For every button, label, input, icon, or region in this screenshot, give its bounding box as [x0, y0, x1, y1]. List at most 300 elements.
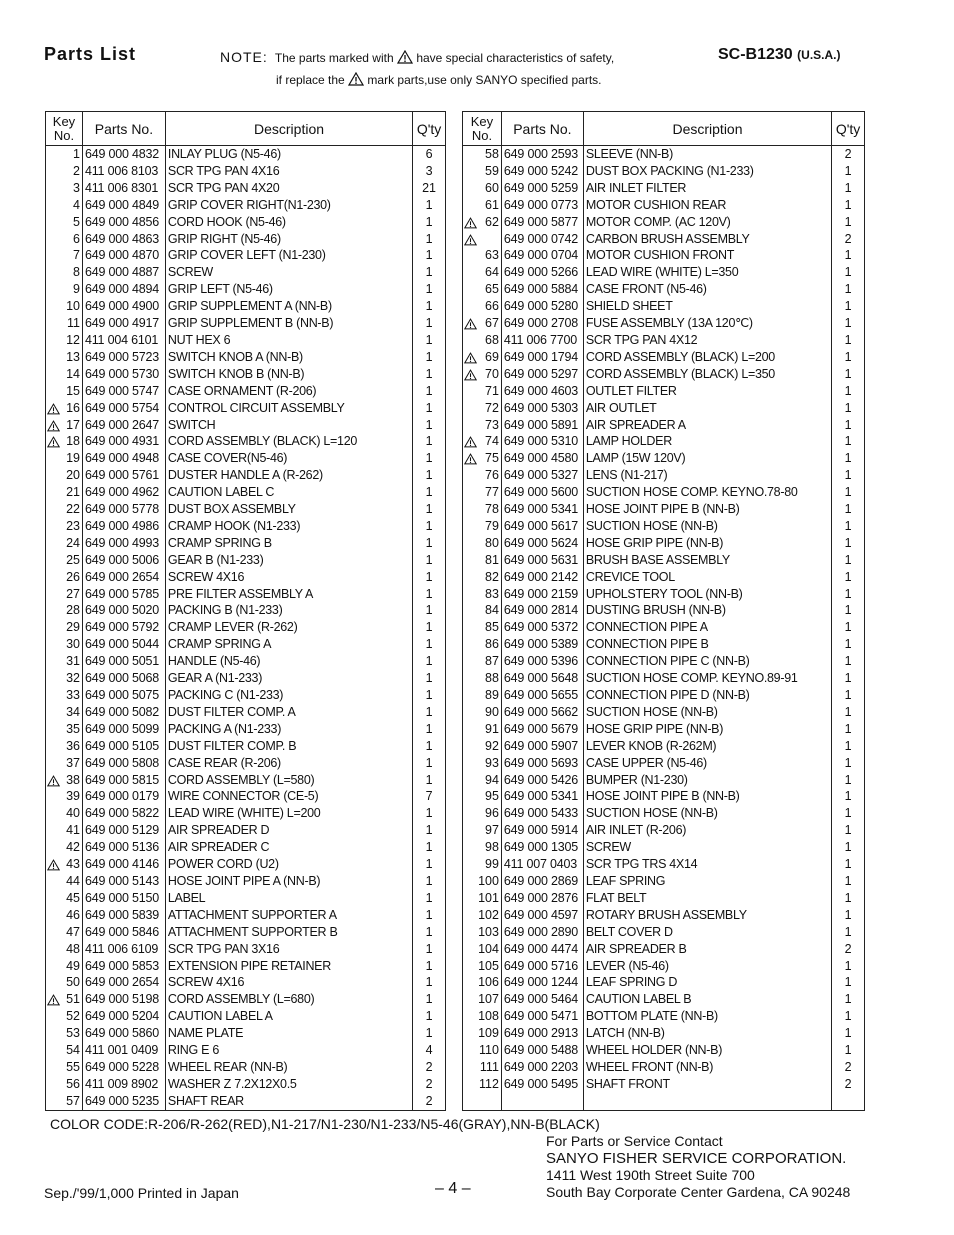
parts-number-cell [82, 400, 165, 417]
quantity-cell [832, 738, 865, 755]
table-row [46, 670, 446, 687]
quantity: 1 [425, 299, 433, 314]
key-number-cell [463, 501, 502, 518]
parts-number: 649 000 5075 [84, 688, 160, 702]
key-number: 35 [66, 721, 80, 736]
parts-number: 649 000 5631 [503, 552, 578, 567]
key-number-cell [463, 958, 502, 975]
table-row [463, 805, 865, 822]
quantity: 1 [425, 451, 433, 466]
key-number-cell [46, 417, 83, 434]
key-number: 53 [66, 1026, 80, 1041]
key-number: 109 [478, 1026, 499, 1041]
key-number: 9 [73, 282, 80, 297]
description: MOTOR CUSHION FRONT [585, 248, 735, 263]
column-header-qty: Q'ty [832, 112, 865, 146]
key-number-cell [46, 974, 83, 991]
description: SUCTION HOSE (NN-B) [585, 518, 718, 533]
description-cell [583, 1008, 831, 1025]
description: LENS (N1-217) [585, 468, 668, 483]
key-number-cell [463, 535, 502, 552]
parts-number: 649 000 2890 [503, 924, 578, 939]
parts-number-cell [82, 163, 165, 180]
quantity: 1 [425, 992, 433, 1007]
table-row [463, 991, 865, 1008]
description-cell [583, 535, 831, 552]
quantity-cell [413, 1025, 446, 1042]
contact-company: SANYO FISHER SERVICE CORPORATION. [546, 1150, 847, 1167]
description-cell [583, 332, 831, 349]
table-row [463, 417, 865, 434]
parts-number-cell [82, 247, 165, 264]
description-cell [583, 670, 831, 687]
parts-number: 649 000 5150 [84, 890, 160, 905]
quantity-cell [832, 180, 865, 197]
key-number: 94 [485, 772, 499, 787]
key-number-cell [463, 991, 502, 1008]
key-number-cell [46, 839, 83, 856]
key-number-cell [46, 484, 83, 501]
table-row [46, 366, 446, 383]
column-header-parts-no: Parts No. [501, 112, 583, 146]
quantity: 1 [844, 383, 852, 398]
description-cell [583, 772, 831, 789]
table-row [46, 552, 446, 569]
description: GRIP LEFT (N5-46) [167, 282, 273, 297]
key-number: 43 [66, 857, 80, 872]
quantity-cell [413, 738, 446, 755]
description-cell [165, 636, 412, 653]
table-row [463, 839, 865, 856]
quantity-cell [413, 856, 446, 873]
key-number-cell [463, 197, 502, 214]
description-cell [583, 349, 831, 366]
quantity: 1 [844, 400, 852, 415]
quantity: 1 [844, 958, 852, 973]
parts-number: 649 000 5891 [503, 417, 578, 432]
description: RING E 6 [167, 1043, 219, 1058]
table-row [46, 941, 446, 958]
parts-number: 649 000 5655 [503, 688, 578, 702]
key-number: 5 [73, 214, 80, 229]
key-number: 65 [485, 282, 499, 297]
quantity-cell [413, 974, 446, 991]
parts-number: 649 000 5792 [84, 620, 160, 635]
quantity-cell [832, 400, 865, 417]
table-row [463, 670, 865, 687]
parts-number-cell [501, 602, 583, 619]
quantity-cell [832, 315, 865, 332]
parts-number: 649 000 5198 [84, 992, 160, 1007]
table-row [463, 197, 865, 214]
parts-number: 649 000 5884 [503, 282, 578, 297]
key-number: 33 [66, 688, 80, 702]
quantity: 1 [844, 823, 852, 838]
parts-number: 411 006 8103 [84, 163, 159, 178]
parts-number-cell [501, 298, 583, 315]
table-row [463, 822, 865, 839]
description-cell [165, 755, 412, 772]
key-number-cell [46, 907, 83, 924]
key-number: 7 [73, 248, 80, 263]
description: CASE FRONT (N5-46) [585, 282, 707, 297]
quantity: 2 [425, 1059, 433, 1074]
parts-number-cell [82, 755, 165, 772]
description: NAME PLATE [167, 1026, 244, 1041]
key-number: 106 [478, 975, 499, 990]
quantity-cell [832, 822, 865, 839]
key-number: 70 [485, 366, 499, 381]
description-cell [165, 146, 412, 163]
description-cell [583, 400, 831, 417]
warning-triangle-icon [47, 434, 60, 451]
quantity-cell [832, 163, 865, 180]
table-row [46, 721, 446, 738]
description-cell [583, 586, 831, 603]
description-cell [583, 788, 831, 805]
quantity-cell [413, 602, 446, 619]
key-number-cell [46, 281, 83, 298]
description: ROTARY BRUSH ASSEMBLY [585, 907, 747, 922]
key-number: 63 [485, 248, 499, 263]
quantity: 1 [844, 857, 852, 872]
key-number: 56 [66, 1076, 80, 1091]
description-cell [583, 264, 831, 281]
parts-number: 649 000 5662 [503, 704, 578, 719]
key-number: 27 [66, 586, 80, 601]
description-cell [165, 941, 412, 958]
parts-number-cell [82, 907, 165, 924]
description: SCREW [167, 265, 213, 280]
description-cell [165, 839, 412, 856]
quantity: 1 [425, 586, 433, 601]
column-header-description: Description [583, 112, 831, 146]
key-number: 40 [66, 806, 80, 821]
description-cell [165, 552, 412, 569]
parts-number-cell [82, 569, 165, 586]
column-header-key: Key No. [46, 112, 83, 146]
key-number-cell [46, 822, 83, 839]
quantity-cell [832, 755, 865, 772]
quantity-cell [413, 247, 446, 264]
description: GRIP RIGHT (N5-46) [167, 231, 281, 246]
description-cell [165, 772, 412, 789]
quantity: 1 [425, 231, 433, 246]
parts-number-cell [501, 738, 583, 755]
key-number-cell [463, 146, 502, 163]
quantity-cell [832, 417, 865, 434]
quantity: 1 [425, 924, 433, 939]
description-cell [583, 197, 831, 214]
key-number: 1 [73, 147, 80, 161]
description: AIR INLET (R-206) [585, 823, 687, 838]
parts-number: 649 000 4993 [84, 535, 160, 550]
parts-number: 649 000 2593 [503, 147, 578, 161]
description-cell [165, 805, 412, 822]
parts-number: 411 006 7700 [503, 332, 578, 347]
table-row [463, 264, 865, 281]
key-number: 101 [478, 890, 499, 905]
parts-number: 649 000 5310 [503, 434, 578, 449]
quantity-cell [413, 755, 446, 772]
quantity-cell [832, 721, 865, 738]
table-row [463, 738, 865, 755]
description-cell [165, 467, 412, 484]
key-number-cell [463, 433, 502, 450]
table-row [463, 298, 865, 315]
description: CRAMP SPRING B [167, 535, 272, 550]
column-header-key: Key No. [463, 112, 502, 146]
table-row [46, 873, 446, 890]
table-row [46, 315, 446, 332]
parts-number-cell [501, 417, 583, 434]
parts-number: 649 000 1794 [503, 349, 578, 364]
quantity-cell [413, 450, 446, 467]
description-cell [165, 1059, 412, 1076]
quantity: 6 [425, 147, 433, 161]
description: LATCH (NN-B) [585, 1026, 665, 1041]
parts-number: 649 000 4474 [503, 941, 578, 956]
quantity-cell [413, 1059, 446, 1076]
key-number-cell [46, 332, 83, 349]
quantity-cell [832, 974, 865, 991]
parts-number: 649 000 4948 [84, 451, 160, 466]
quantity: 1 [844, 603, 852, 618]
table-row [46, 602, 446, 619]
parts-number: 411 004 6101 [84, 332, 159, 347]
parts-number-cell [501, 653, 583, 670]
parts-number-cell [501, 670, 583, 687]
quantity-cell [832, 958, 865, 975]
key-number-cell [463, 214, 502, 231]
parts-number-cell [82, 704, 165, 721]
key-number-cell [46, 602, 83, 619]
description-cell [583, 738, 831, 755]
description-cell [583, 991, 831, 1008]
key-number: 10 [66, 299, 80, 314]
quantity-cell [413, 636, 446, 653]
quantity-cell [413, 400, 446, 417]
description-cell [583, 501, 831, 518]
description: SLEEVE (NN-B) [585, 147, 673, 161]
description-cell [165, 1042, 412, 1059]
parts-number-cell [82, 552, 165, 569]
key-number-cell [463, 653, 502, 670]
description-cell [583, 755, 831, 772]
parts-number-cell [501, 569, 583, 586]
parts-number-cell [82, 214, 165, 231]
parts-number: 649 000 4849 [84, 197, 160, 212]
table-row [46, 704, 446, 721]
description-cell [583, 315, 831, 332]
quantity: 1 [425, 502, 433, 517]
key-number-cell [46, 467, 83, 484]
description-cell [165, 366, 412, 383]
quantity-cell [832, 1025, 865, 1042]
table-row [46, 890, 446, 907]
key-number: 82 [485, 569, 499, 584]
parts-number: 649 000 4900 [84, 299, 160, 314]
parts-number-cell [501, 180, 583, 197]
description-cell [165, 315, 412, 332]
quantity: 1 [844, 772, 852, 787]
description-cell [583, 602, 831, 619]
parts-number: 649 000 5129 [84, 823, 160, 838]
quantity: 2 [844, 1059, 852, 1074]
description: LAMP HOLDER [585, 434, 672, 449]
model-name: SC-B1230 [718, 46, 793, 63]
parts-number-cell [82, 839, 165, 856]
table-row [463, 450, 865, 467]
description-cell [165, 349, 412, 366]
quantity: 2 [425, 1076, 433, 1091]
key-number-cell [463, 180, 502, 197]
description-cell [165, 890, 412, 907]
description: CRAMP HOOK (N1-233) [167, 518, 301, 533]
parts-number: 649 000 5471 [503, 1009, 578, 1024]
description-cell [583, 619, 831, 636]
description-cell [165, 400, 412, 417]
quantity-cell [413, 670, 446, 687]
description: LEAD WIRE (WHITE) L=350 [585, 265, 739, 280]
key-number-cell [46, 214, 83, 231]
print-info: Sep./'99/1,000 Printed in Japan [44, 1185, 239, 1201]
key-number: 54 [66, 1043, 80, 1058]
key-number: 26 [66, 569, 80, 584]
table-row [463, 619, 865, 636]
key-number: 90 [485, 704, 499, 719]
key-number-cell [463, 484, 502, 501]
key-number: 4 [73, 197, 80, 212]
key-number-cell [463, 1008, 502, 1025]
warning-triangle-icon [464, 367, 477, 384]
parts-number: 649 000 5136 [84, 840, 160, 855]
parts-number-cell [82, 264, 165, 281]
description: WHEEL REAR (NN-B) [167, 1059, 288, 1074]
table-row [46, 924, 446, 941]
description-cell [583, 214, 831, 231]
table-row [463, 772, 865, 789]
key-number: 99 [485, 857, 499, 872]
quantity-cell [413, 163, 446, 180]
quantity-cell [832, 619, 865, 636]
parts-number-cell [82, 805, 165, 822]
warning-triangle-icon [47, 992, 60, 1009]
parts-number: 649 000 5877 [503, 214, 578, 229]
description-cell [583, 281, 831, 298]
description: OUTLET FILTER [585, 383, 677, 398]
quantity-cell [832, 1008, 865, 1025]
key-number-cell [463, 417, 502, 434]
description: HOSE JOINT PIPE A (NN-B) [167, 873, 321, 888]
key-number-cell [463, 890, 502, 907]
quantity: 1 [844, 214, 852, 229]
key-number: 84 [485, 603, 499, 618]
parts-number: 649 000 0773 [503, 197, 578, 212]
parts-number-cell [82, 586, 165, 603]
key-number: 45 [66, 890, 80, 905]
description: CASE REAR (R-206) [167, 755, 281, 770]
quantity-cell [413, 788, 446, 805]
parts-table-right [462, 111, 865, 1111]
quantity: 1 [844, 451, 852, 466]
key-number-cell [46, 805, 83, 822]
quantity: 1 [844, 924, 852, 939]
quantity-cell [413, 924, 446, 941]
table-row [46, 991, 446, 1008]
parts-number-cell [82, 501, 165, 518]
parts-number: 649 000 5617 [503, 518, 578, 533]
key-number: 83 [485, 586, 499, 601]
parts-number: 649 000 5143 [84, 873, 160, 888]
quantity: 1 [425, 637, 433, 652]
description-cell [583, 433, 831, 450]
description-cell [583, 1059, 831, 1076]
description: LABEL [167, 890, 206, 905]
description: PACKING C (N1-233) [167, 688, 284, 702]
quantity-cell [413, 873, 446, 890]
description: CORD ASSEMBLY (L=680) [167, 992, 315, 1007]
key-number: 72 [485, 400, 499, 415]
parts-number-cell [82, 180, 165, 197]
key-number: 91 [485, 721, 499, 736]
quantity-cell [832, 146, 865, 163]
quantity: 2 [844, 231, 852, 246]
table-row [46, 518, 446, 535]
parts-number: 649 000 0742 [503, 231, 578, 246]
key-number-cell [463, 721, 502, 738]
key-number: 49 [66, 958, 80, 973]
parts-number-cell [501, 552, 583, 569]
quantity: 1 [844, 316, 852, 331]
quantity: 1 [425, 823, 433, 838]
description: UPHOLSTERY TOOL (NN-B) [585, 586, 743, 601]
key-number-cell [46, 586, 83, 603]
quantity: 1 [844, 1009, 852, 1024]
description-cell [165, 704, 412, 721]
warning-triangle-icon [47, 857, 60, 874]
key-number-cell [463, 231, 502, 248]
parts-number: 649 000 5082 [84, 704, 160, 719]
key-number: 32 [66, 671, 80, 686]
description-cell [583, 1042, 831, 1059]
parts-number: 411 001 0409 [84, 1043, 159, 1058]
parts-number-cell [82, 1093, 165, 1110]
table-row [463, 433, 865, 450]
key-number: 24 [66, 535, 80, 550]
table-row [463, 231, 865, 248]
warning-triangle-icon [47, 401, 60, 418]
description-cell [583, 552, 831, 569]
table-row [46, 484, 446, 501]
description: GRIP SUPPLEMENT B (NN-B) [167, 316, 334, 331]
parts-number: 649 000 5624 [503, 535, 578, 550]
parts-number-cell [82, 1059, 165, 1076]
description-cell [583, 1093, 831, 1110]
description-cell [583, 958, 831, 975]
quantity-cell [832, 535, 865, 552]
description: GEAR A (N1-233) [167, 671, 263, 686]
description-cell [583, 518, 831, 535]
key-number: 42 [66, 840, 80, 855]
description: GEAR B (N1-233) [167, 552, 264, 567]
parts-number: 649 000 5068 [84, 671, 160, 686]
key-number-cell [463, 755, 502, 772]
parts-number: 649 000 2159 [503, 586, 578, 601]
table-row [46, 383, 446, 400]
key-number-cell [463, 1042, 502, 1059]
table-row [463, 788, 865, 805]
